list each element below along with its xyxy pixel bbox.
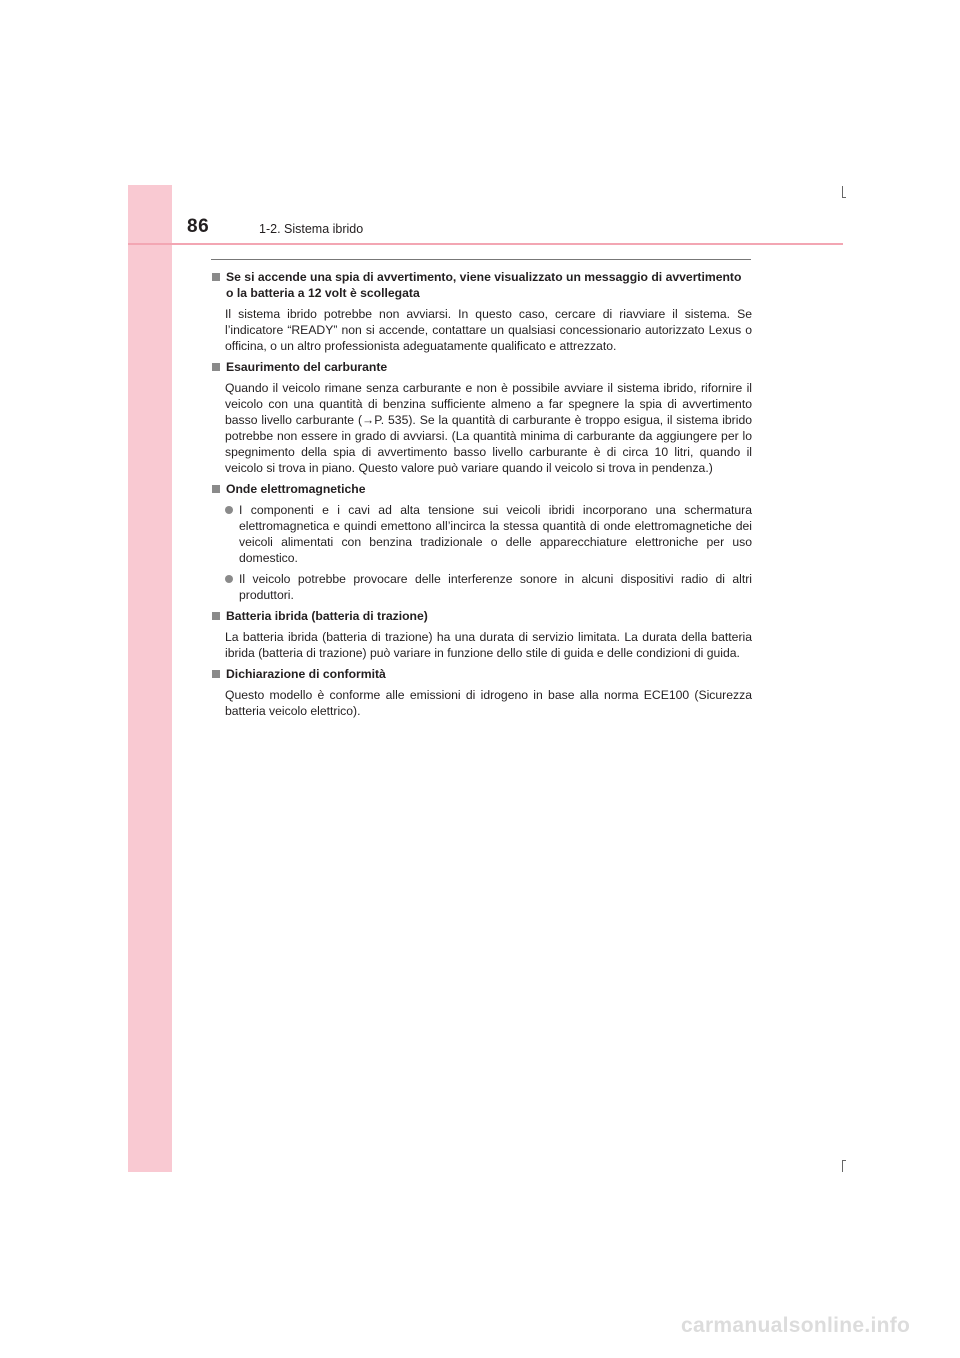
- item-title: Esaurimento del carburante: [226, 360, 388, 374]
- item-text: Quando il veicolo rimane senza carburante e non è possibile avviare il sistema ibrido, rifornire il veicolo con una quantità di benzina sufficiente almeno a far spegnere la spia di avvertimento basso livello carburante (→P. 535). Se la quantità di carburante è troppo esigua, il sistema ibrido potrebbe non essere in grado di avviarsi. (La quantità minima di carburante da aggiungere per lo spegnimento della spia di avvertimento basso livello carburante è di circa 10 litri, quando il veicolo si trova in piano. Questo valore può variare quando il veicolo si trova in pendenza.): [225, 381, 752, 475]
- info-item: [211, 666, 752, 719]
- circle-bullet-icon: [225, 506, 233, 514]
- item-heading: [211, 269, 752, 301]
- item-heading: [211, 359, 752, 375]
- item-heading: [211, 608, 752, 624]
- square-bullet-icon: [212, 273, 220, 281]
- item-title: Dichiarazione di conformità: [226, 667, 386, 681]
- bullet-text: Il veicolo potrebbe provocare delle interferenze sonore in alcuni dispositivi radio di altri produttori.: [239, 572, 752, 602]
- square-bullet-icon: [212, 670, 220, 678]
- item-heading: [211, 481, 752, 497]
- item-text: La batteria ibrida (batteria di trazione) ha una durata di servizio limitata. La durata della batteria ibrida (batteria di trazione) può variare in funzione dello stile di guida e delle condizioni di guida.: [225, 630, 752, 660]
- bullet-text: I componenti e i cavi ad alta tensione sui veicoli ibridi incorporano una schermatura elettromagnetica e quindi emettono all’incirca la stessa quantità di onde elettromagnetiche dei veicoli alimentati con benzina tradizionale o delle apparecchiature elettroniche per uso domestico.: [239, 503, 752, 565]
- square-bullet-icon: [212, 363, 220, 371]
- page-number: 86: [187, 216, 210, 237]
- square-bullet-icon: [212, 612, 220, 620]
- info-item: [211, 481, 752, 603]
- watermark-text: carmanualsonline.info: [681, 1314, 911, 1337]
- side-color-band: [128, 185, 172, 1172]
- item-text: Questo modello è conforme alle emissioni di idrogeno in base alla norma ECE100 (Sicurezza batteria veicolo elettrico).: [225, 688, 752, 718]
- info-item: [211, 608, 752, 661]
- crop-mark-bottom: [842, 1160, 843, 1172]
- crop-mark-top-foot: [842, 197, 846, 198]
- square-bullet-icon: [212, 485, 220, 493]
- item-heading: [211, 666, 752, 682]
- bullet-item: [225, 571, 752, 603]
- item-title: Onde elettromagnetiche: [226, 482, 366, 496]
- info-item: [211, 359, 752, 476]
- item-title: Se si accende una spia di avvertimento, viene visualizzato un messaggio di avvertimento o la batteria a 12 volt è scollegata: [226, 270, 742, 300]
- section-title: 1-2. Sistema ibrido: [259, 222, 364, 236]
- info-item: [211, 269, 752, 354]
- crop-mark-bottom-head: [842, 1160, 846, 1161]
- content-body: [211, 269, 752, 724]
- item-text: Il sistema ibrido potrebbe non avviarsi. In questo caso, cercare di riavviare il sistema. Se l’indicatore “READY” non si accende, contattare un qualsiasi concessionario autorizzato Lexus o officina, o un altro professionista adeguatamente qualificato e attrezzato.: [225, 307, 752, 353]
- content-top-rule: [211, 259, 751, 260]
- bullet-item: [225, 502, 752, 566]
- header-rule: [128, 243, 843, 245]
- item-title: Batteria ibrida (batteria di trazione): [226, 609, 428, 623]
- circle-bullet-icon: [225, 575, 233, 583]
